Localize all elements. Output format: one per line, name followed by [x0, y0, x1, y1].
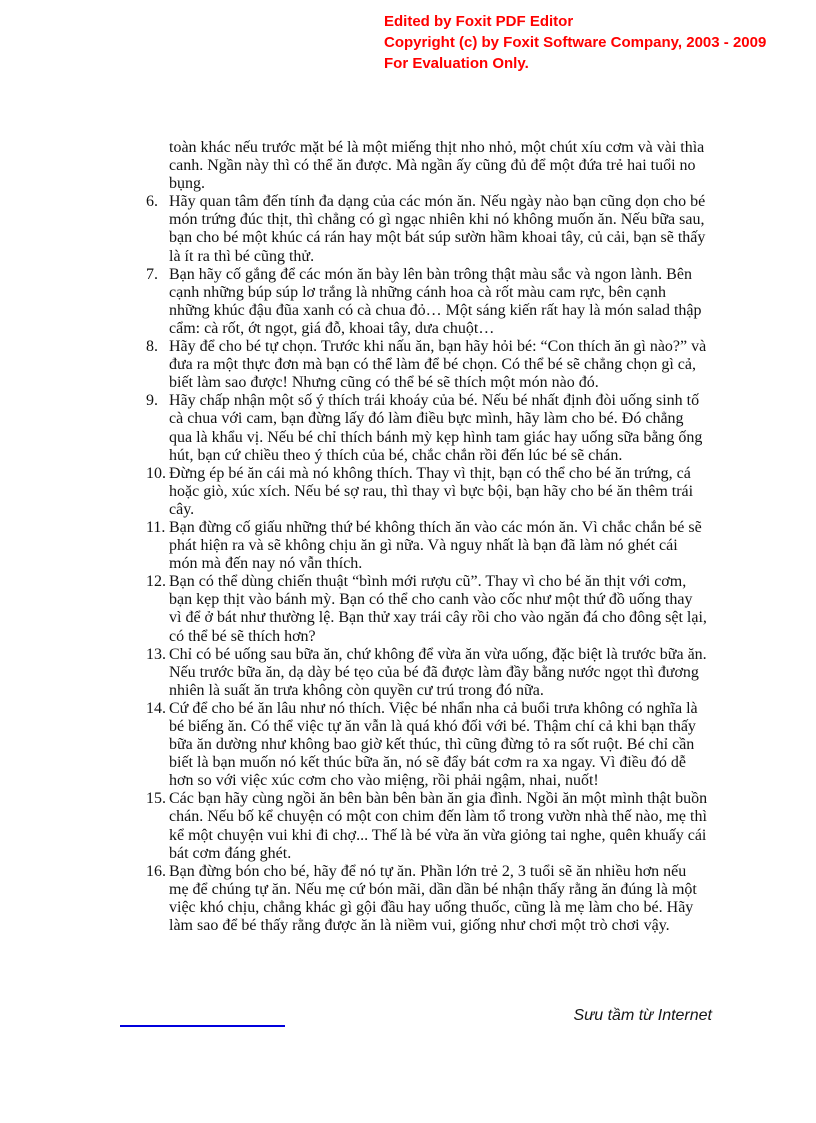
- document-body: [146, 139, 708, 935]
- list-item-text: Đừng ép bé ăn cái mà nó không thích. Thay vì thịt, bạn có thể cho bé ăn trứng, cá hoặc giò, xúc xích. Nếu bé sợ rau, thì thay vì bực bội, bạn hãy cho bé ăn thêm trái cây.: [169, 464, 694, 518]
- list-item: [146, 193, 708, 265]
- list-item: [146, 700, 708, 790]
- list-item-number: 12.: [146, 573, 166, 591]
- list-item-text: Chỉ có bé uống sau bữa ăn, chứ không để vừa ăn vừa uống, đặc biệt là trước bữa ăn. Nếu trước bữa ăn, dạ dày bé tẹo của bé đã được làm đầy bằng nước ngọt thì đương nhiên là suất ăn trưa không còn quyền cư trú trong đó nữa.: [169, 645, 707, 699]
- footer-credit: Sưu tầm từ Internet: [573, 1007, 712, 1024]
- list-item-text: Hãy quan tâm đến tính đa dạng của các món ăn. Nếu ngày nào bạn cũng dọn cho bé món trứng đúc thịt, thì chẳng có gì ngạc nhiên khi nó không muốn ăn. Nếu bữa sau, bạn cho bé một khúc cá rán hay một bát súp sườn hầm khoai tây, củ cải, bạn sẽ thấy là ít ra thì bé cũng thử.: [169, 193, 706, 265]
- footer-underline: [120, 1025, 285, 1027]
- list-item-number: 6.: [146, 193, 158, 211]
- list-item-number: 13.: [146, 645, 166, 663]
- list-item-text: Cứ để cho bé ăn lâu như nó thích. Việc bé nhẩn nha cả buổi trưa không có nghĩa là bé biếng ăn. Có thể việc tự ăn vẫn là quá khó đối với bé. Thậm chí cả khi bạn thấy bữa ăn dường như không bao giờ kết thúc, thì cũng đừng tỏ ra sốt ruột. Bé chỉ cần biết là bạn muốn nó kết thúc bữa ăn, nó sẽ đẩy bát cơm ra xa ngay. Vì điều đó dễ hơn so với việc xúc cơm cho vào miệng, rồi phải ngậm, nhai, nuốt!: [169, 699, 698, 790]
- list-item: [146, 573, 708, 645]
- numbered-tips-list: [146, 193, 708, 935]
- list-item: [146, 646, 708, 700]
- list-item-text: Hãy để cho bé tự chọn. Trước khi nấu ăn, bạn hãy hỏi bé: “Con thích ăn gì nào?” và đưa ra một thực đơn mà bạn có thể làm để bé chọn. Có thể bé sẽ chẳng chọn gì cả, biết làm sao được! Nhưng cũng có thể bé sẽ thích một món nào đó.: [169, 338, 707, 392]
- list-item: [146, 863, 708, 935]
- list-item-number: 10.: [146, 464, 166, 482]
- list-item: [146, 519, 708, 573]
- foxit-watermark: [384, 11, 766, 74]
- list-item-number: 11.: [146, 518, 166, 536]
- list-item-number: 9.: [146, 392, 158, 410]
- list-item-text: Bạn có thể dùng chiến thuật “bình mới rượu cũ”. Thay vì cho bé ăn thịt với cơm, bạn kẹp thịt vào bánh mỳ. Bạn có thể cho canh vào cốc như một thứ đồ uống thay vì để ở bát như thường lệ. Bạn thử xay trái cây rồi cho vào ngăn đá cho đông sệt lại, có thể bé sẽ thích hơn?: [169, 573, 707, 645]
- list-item-number: 16.: [146, 862, 166, 880]
- list-item-text: Các bạn hãy cùng ngồi ăn bên bàn bên bàn ăn gia đình. Ngồi ăn một mình thật buồn chán. Nếu bố kể chuyện có một con chim đến làm tổ trong vườn nhà thế nào, mẹ thì kể một chuyện vui khi đi chợ... Thế là bé vừa ăn vừa giỏng tai nghe, quên khuấy cái bát cơm đáng ghét.: [169, 790, 708, 862]
- list-item: [146, 266, 708, 338]
- list-item-text: Hãy chấp nhận một số ý thích trái khoáy của bé. Nếu bé nhất định đòi uống sinh tố cà chua với cam, bạn đừng lấy đó làm điều bực mình, hãy làm cho bé. Đó chẳng qua là khẩu vị. Nếu bé chỉ thích bánh mỳ kẹp hình tam giác hay uống sữa bằng ống hút, bạn cứ chiều theo ý thích của bé, chắc chắn rồi đến lúc bé sẽ chán.: [169, 392, 703, 464]
- list-item-text: Bạn đừng cố giấu những thứ bé không thích ăn vào các món ăn. Vì chắc chắn bé sẽ phát hiện ra và sẽ không chịu ăn gì nữa. Và nguy nhất là bạn đã làm nó ghét cái món mà đến nay nó vẫn thích.: [169, 518, 702, 573]
- list-item-text: Bạn hãy cố gắng để các món ăn bày lên bàn trông thật màu sắc và ngon lành. Bên cạnh những búp súp lơ trắng là những cánh hoa cà rốt màu cam rực, bên cạnh những khúc đậu đũa xanh có cà chua đỏ… Một sáng kiến rất hay là món salad thập cẩm: cà rốt, ớt ngọt, giá đỗ, khoai tây, dưa chuột…: [169, 265, 702, 337]
- list-item: [146, 790, 708, 862]
- paragraph-continuation: toàn khác nếu trước mặt bé là một miếng thịt nho nhỏ, một chút xíu cơm và vài thìa canh. Ngần này thì có thể ăn được. Mà ngần ấy cũng đủ để một đứa trẻ hai tuổi no bụng.: [169, 139, 705, 193]
- list-item-number: 14.: [146, 699, 166, 717]
- list-item: [146, 392, 708, 464]
- foxit-watermark-line-1: Edited by Foxit PDF Editor: [384, 13, 574, 30]
- list-item: [146, 465, 708, 519]
- foxit-watermark-line-2: Copyright (c) by Foxit Software Company, 2003 - 2009: [384, 34, 767, 51]
- foxit-watermark-line-3: For Evaluation Only.: [384, 55, 529, 72]
- list-item-number: 8.: [146, 338, 158, 356]
- list-item-number: 7.: [146, 265, 158, 283]
- list-item-number: 15.: [146, 790, 166, 808]
- list-item-text: Bạn đừng bón cho bé, hãy để nó tự ăn. Phần lớn trẻ 2, 3 tuổi sẽ ăn nhiều hơn nếu mẹ để chúng tự ăn. Nếu mẹ cứ bón mãi, dần dần bé nhận thấy rằng ăn đúng là một việc khó chịu, chẳng khác gì gội đầu hay uống thuốc, cũng là mẹ làm cho bé. Hãy làm sao để bé thấy rằng được ăn là niềm vui, giống như chơi một trò chơi vậy.: [169, 862, 697, 935]
- list-item: [146, 338, 708, 392]
